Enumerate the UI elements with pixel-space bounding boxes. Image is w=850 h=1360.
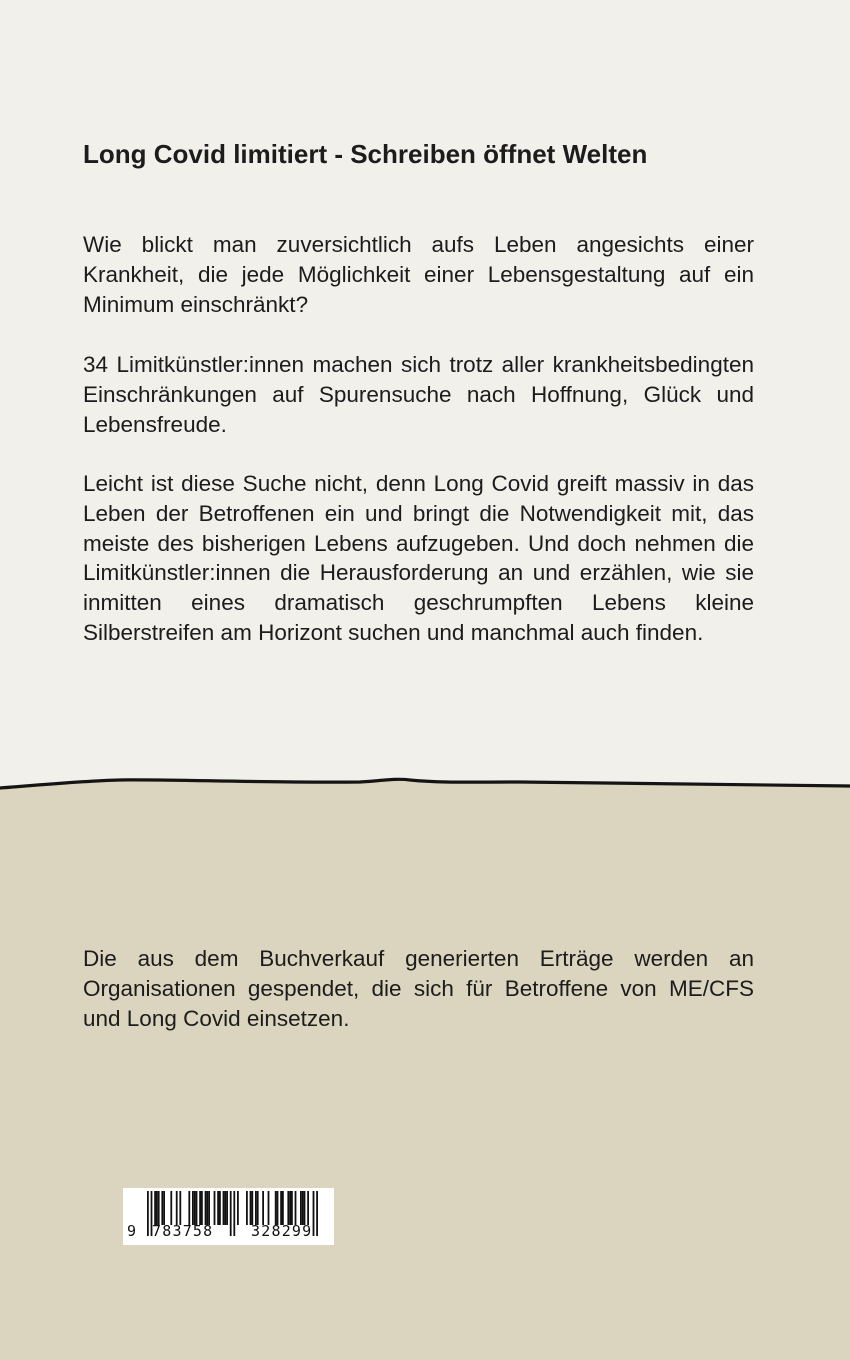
barcode-bar: [295, 1191, 297, 1225]
barcode-bar: [275, 1191, 277, 1225]
barcode-bar: [214, 1191, 216, 1225]
barcode-bar: [226, 1191, 228, 1225]
barcode-bar: [196, 1191, 198, 1225]
barcode-bar: [233, 1191, 235, 1236]
barcode-bar: [217, 1191, 219, 1225]
barcode-bar: [255, 1191, 257, 1225]
barcode-bar: [223, 1191, 225, 1225]
barcode-bar: [307, 1191, 309, 1225]
barcode-bar: [300, 1191, 302, 1225]
headline: Long Covid limitiert - Schreiben öffnet Welten: [83, 139, 648, 169]
barcode-bar: [277, 1191, 279, 1225]
barcode-bar: [251, 1191, 253, 1225]
barcode-bar: [287, 1191, 289, 1225]
barcode-bar: [147, 1191, 149, 1236]
barcode-bar: [246, 1191, 248, 1225]
barcode-bar: [163, 1191, 165, 1225]
barcode-bar: [304, 1191, 306, 1225]
wavy-divider: [0, 762, 850, 802]
barcode-bar: [154, 1191, 156, 1225]
barcode-bar: [289, 1191, 291, 1225]
barcode-bar: [237, 1191, 239, 1225]
barcode-bar: [158, 1191, 160, 1225]
barcode-digits-left: 783758: [152, 1222, 214, 1240]
barcode-bar: [302, 1191, 304, 1225]
barcode-bar: [179, 1191, 181, 1225]
barcode-bar: [156, 1191, 158, 1225]
barcode-bar: [268, 1191, 270, 1225]
isbn-barcode: [123, 1188, 334, 1245]
barcode-bar: [282, 1191, 284, 1225]
barcode-bar: [257, 1191, 259, 1225]
blurb-paragraph-1: Wie blickt man zuversichtlich aufs Leben angesichts einer Krankheit, die jede Möglichkeit einer Lebensgestaltung auf ein Minimum einschränkt?: [83, 232, 754, 317]
barcode-bar: [230, 1191, 232, 1236]
barcode-bar: [224, 1191, 226, 1225]
barcode-bar: [291, 1191, 293, 1225]
barcode-bar: [316, 1191, 318, 1236]
barcode-bar: [208, 1191, 210, 1225]
barcode-bar: [170, 1191, 172, 1225]
barcode-bar: [219, 1191, 221, 1225]
barcode-bar: [262, 1191, 264, 1225]
barcode-digits-right: 328299: [251, 1222, 313, 1240]
blurb-paragraph-3: Leicht ist diese Suche nicht, denn Long Covid greift massiv in das Leben der Betroffenen ein und bringt die Notwendigkeit mit, das meiste des bisherigen Lebens aufzugeben. Und doch nehmen die Limitkünstler:innen die Herausforderung an und erzählen, wie sie inmitten eines dramatisch geschrumpften Lebens kleine Silberstreifen am Horizont suchen und manchmal auch finden.: [83, 471, 754, 645]
barcode-bar: [188, 1191, 190, 1225]
barcode-bar: [250, 1191, 252, 1225]
barcode-bar: [206, 1191, 208, 1225]
barcode-bar: [313, 1191, 315, 1236]
barcode-bar: [194, 1191, 196, 1225]
barcode-bar: [161, 1191, 163, 1225]
barcode-bar: [176, 1191, 178, 1225]
barcode-bar: [199, 1191, 201, 1225]
proceeds-note: Die aus dem Buchverkauf generierten Erträge werden an Organisationen gespendet, die sich für Betroffene von ME/CFS und Long Covid einsetzen.: [83, 946, 754, 1031]
barcode-bar: [205, 1191, 207, 1225]
barcode-bar: [201, 1191, 203, 1225]
barcode-bar: [280, 1191, 282, 1225]
barcode-bar: [192, 1191, 194, 1225]
blurb-paragraph-2: 34 Limitkünstler:innen machen sich trotz aller krankheitsbedingten Einschränkungen auf Spurensuche nach Hoffnung, Glück und Lebensfreude.: [83, 352, 754, 437]
barcode-digit-first: 9: [127, 1222, 137, 1240]
